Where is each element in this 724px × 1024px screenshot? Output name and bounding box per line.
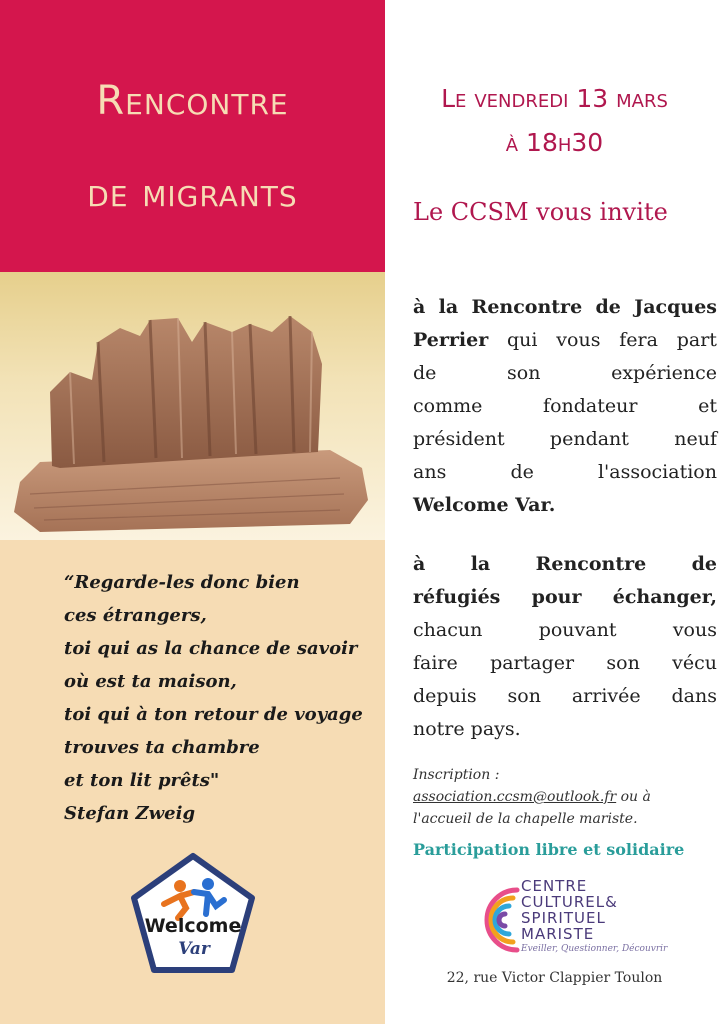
inscription-info — [413, 764, 713, 830]
word: et — [698, 395, 717, 417]
word: Rencontre — [471, 296, 583, 318]
email-link[interactable]: association.ccsm@outlook.fr — [413, 789, 617, 805]
quote-line: “Regarde-les donc bien — [64, 572, 300, 593]
title-line-1: Rencontre — [96, 78, 289, 124]
quote-author: Stefan Zweig — [64, 803, 196, 824]
ccsm-name-line: MARISTE — [521, 925, 595, 943]
word: ans — [413, 461, 447, 483]
ccsm-name-line: SPIRITUEL — [521, 909, 606, 927]
word: son — [606, 652, 640, 674]
paragraph-refugies — [413, 548, 717, 746]
quote-line: trouves ta chambre — [64, 737, 260, 758]
person-blue-icon — [202, 878, 214, 890]
organisation-name: Welcome Var. — [413, 494, 556, 516]
invite-heading: Le CCSM vous invite — [413, 198, 668, 226]
word: de — [595, 296, 621, 318]
right-column — [385, 0, 724, 1024]
word: de — [510, 461, 534, 483]
word: réfugiés — [413, 586, 501, 608]
word: pour — [531, 586, 582, 608]
word: l'association — [597, 461, 717, 483]
word: partager — [490, 652, 575, 674]
word: Rencontre — [535, 553, 647, 575]
text-line — [413, 357, 717, 390]
text-line — [413, 548, 717, 581]
address: 22, rue Victor Clappier Toulon — [446, 970, 663, 986]
ccsm-name-line: CENTRE — [521, 877, 588, 895]
word: la — [470, 553, 491, 575]
participation-note: Participation libre et solidaire — [413, 840, 685, 859]
inscription-email-line — [413, 786, 713, 808]
word: fondateur — [543, 395, 638, 417]
title-band — [0, 0, 385, 272]
word: son — [507, 685, 541, 707]
word: de — [691, 553, 717, 575]
word: notre pays. — [413, 718, 521, 740]
word: comme — [413, 395, 483, 417]
ccsm-tagline: Eveiller, Questionner, Découvrir — [521, 944, 668, 954]
word: fera — [619, 329, 658, 351]
quote-line: toi qui as la chance de savoir — [64, 638, 358, 659]
word: arrivée — [571, 685, 641, 707]
word: qui — [507, 329, 538, 351]
word: faire — [413, 652, 458, 674]
event-date: Le vendredi 13 mars — [441, 84, 668, 113]
quote-line: où est ta maison, — [64, 671, 237, 692]
word: Perrier — [413, 329, 489, 351]
text-line — [413, 647, 717, 680]
sculpture-photo — [0, 272, 385, 540]
text-line — [413, 680, 717, 713]
text-line — [413, 324, 717, 357]
word: président — [413, 428, 505, 450]
text-line — [413, 390, 717, 423]
quote-line: toi qui à ton retour de voyage — [64, 704, 363, 725]
clay-sculpture-image — [0, 272, 385, 540]
word: depuis — [413, 685, 477, 707]
inscription-or: ou à — [616, 789, 651, 805]
word: échanger, — [612, 586, 717, 608]
zweig-quote — [64, 566, 374, 830]
event-time: à 18h30 — [505, 128, 604, 157]
word: vécu — [672, 652, 717, 674]
welcome-logo-text: Welcome — [144, 915, 242, 937]
text-line — [413, 291, 717, 324]
word: dans — [671, 685, 717, 707]
word: son — [507, 362, 541, 384]
word: neuf — [674, 428, 717, 450]
var-logo-text: Var — [178, 939, 210, 959]
word: vous — [556, 329, 601, 351]
text-line — [413, 581, 717, 614]
ccsm-name-line: CULTUREL& — [521, 893, 618, 911]
title-line-2: de migrants — [87, 170, 298, 216]
word: à — [413, 296, 426, 318]
word: à — [413, 553, 426, 575]
word: pouvant — [538, 619, 617, 641]
text-line — [413, 489, 717, 522]
quote-line: et ton lit prêts" — [64, 770, 220, 791]
word: vous — [672, 619, 717, 641]
text-line — [413, 713, 717, 746]
word: expérience — [611, 362, 717, 384]
inscription-place: l'accueil de la chapelle mariste. — [413, 811, 638, 827]
word: Jacques — [634, 296, 717, 318]
word: chacun — [413, 619, 483, 641]
text-line — [413, 614, 717, 647]
text-line — [413, 423, 717, 456]
person-orange-icon — [174, 880, 186, 892]
word: part — [676, 329, 717, 351]
word: pendant — [549, 428, 629, 450]
inscription-label: Inscription : — [413, 767, 500, 783]
paragraph-jacques-perrier — [413, 291, 717, 522]
word: la — [438, 296, 459, 318]
welcome-var-logo — [128, 852, 258, 976]
ccsm-name — [521, 878, 618, 942]
quote-line: ces étrangers, — [64, 605, 207, 626]
word: de — [413, 362, 437, 384]
text-line — [413, 456, 717, 489]
